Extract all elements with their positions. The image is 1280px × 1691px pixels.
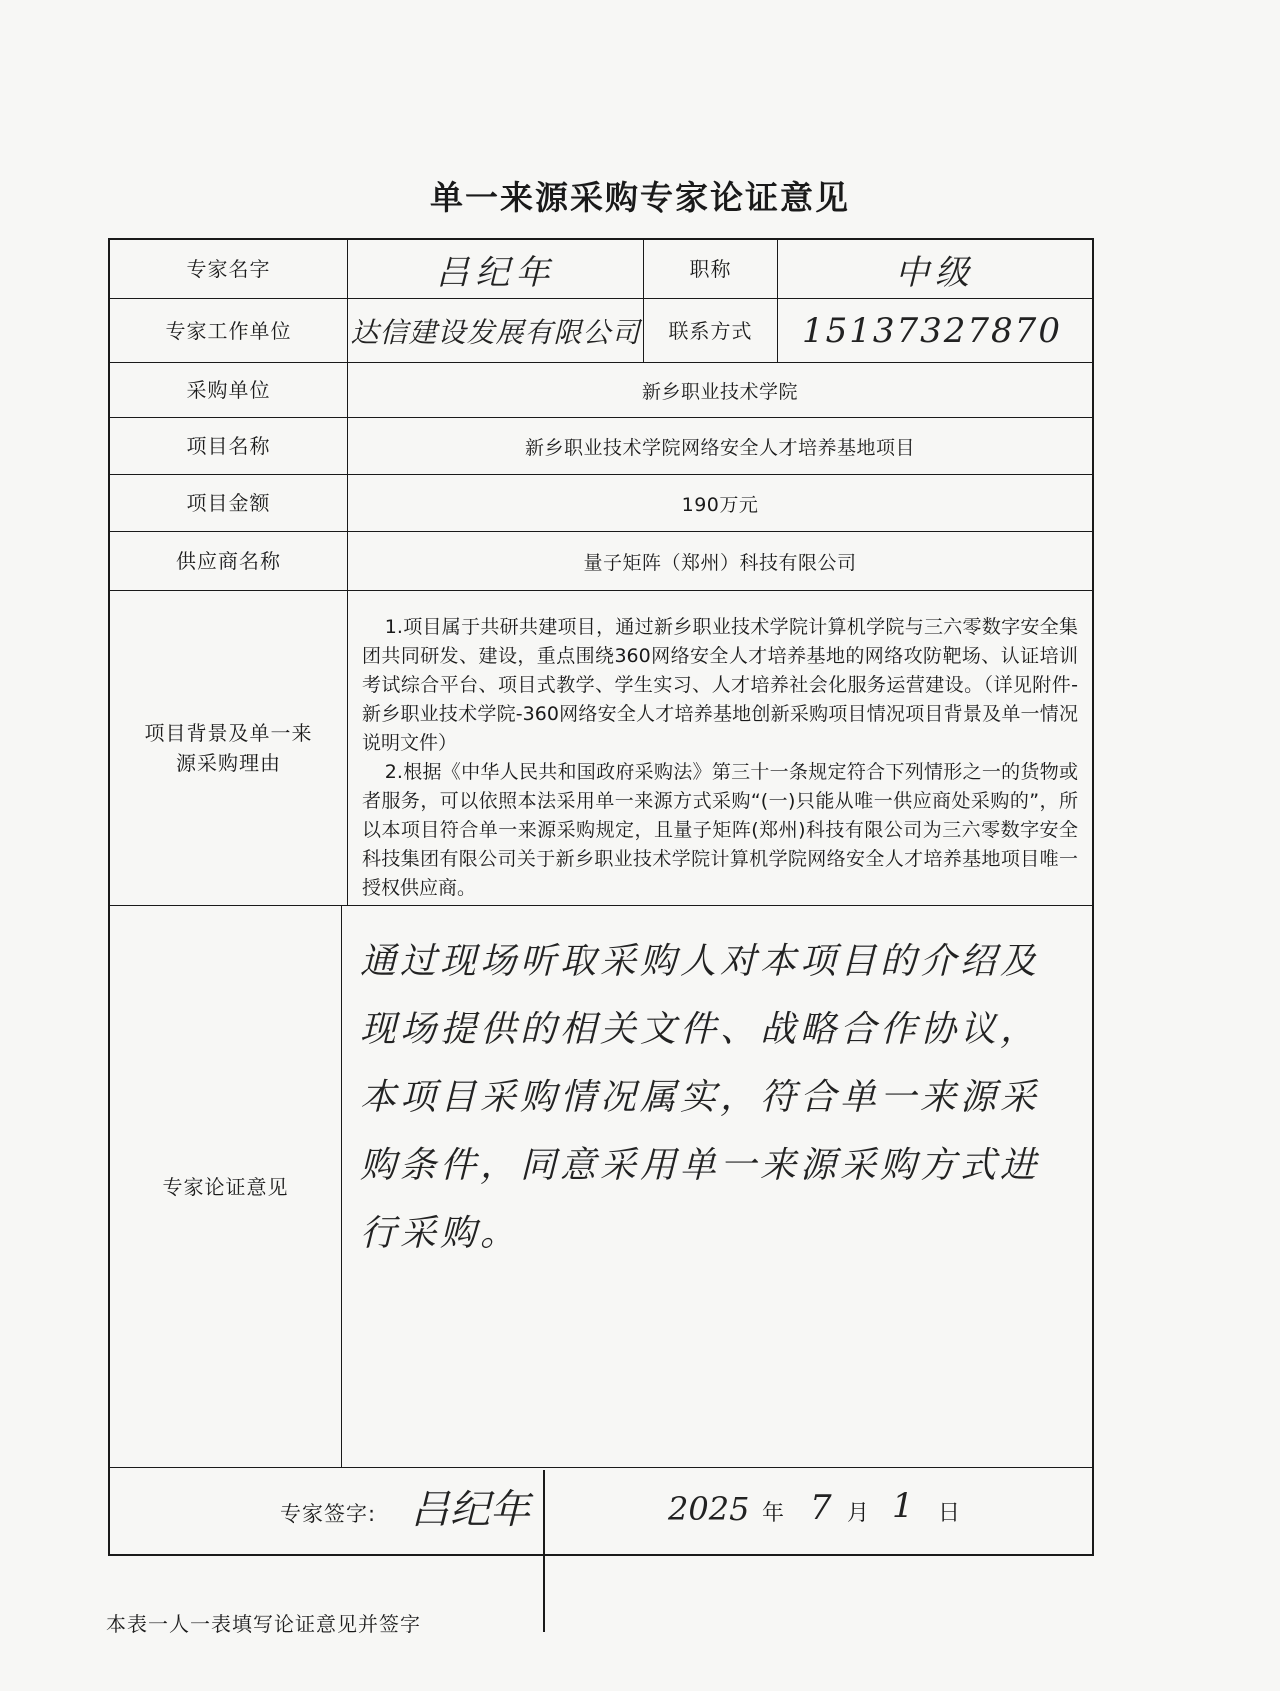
row-opinion [110,906,1092,1468]
signature-stroke-line [543,1470,545,1632]
row-reason [110,591,1092,906]
contact-label: 联系方式 [644,299,778,362]
expert-name-value: 吕纪年 [348,240,644,298]
project-amount-label: 项目金额 [110,475,348,531]
expert-name-label: 专家名字 [110,240,348,298]
signature-year: 2025 [668,1490,750,1528]
signature-year-unit: 年 [762,1501,785,1526]
row-expert-name [110,240,1092,299]
document-title: 单一来源采购专家论证意见 [430,178,850,217]
signature-month: 7 [810,1488,832,1528]
reason-label: 项目背景及单一来源采购理由 [110,591,348,905]
opinion-handwritten-text: 通过现场听取采购人对本项目的介绍及现场提供的相关文件、战略合作协议，本项目采购情况属实，符合单一来源采购条件，同意采用单一来源采购方式进行采购。 [360,941,1041,1254]
expert-opinion-form [108,238,1094,1556]
signature-day-unit: 日 [938,1501,961,1526]
row-supplier [110,532,1092,591]
work-unit-label: 专家工作单位 [110,299,348,362]
title-label: 职称 [644,240,778,298]
purchaser-value: 新乡职业技术学院 [641,380,798,403]
signature-day: 1 [892,1486,914,1526]
row-purchaser [110,363,1092,418]
footer-note: 本表一人一表填写论证意见并签字 [106,1612,421,1636]
signature-row [110,1468,1092,1556]
work-unit-value: 达信建设发展有限公司 [348,299,644,362]
signature-month-unit: 月 [847,1501,870,1526]
title-value: 中级 [895,252,975,293]
purchaser-label: 采购单位 [110,363,348,417]
row-project-name [110,418,1092,475]
opinion-label: 专家论证意见 [110,906,342,1467]
signature-label: 专家签字: [280,1502,377,1526]
supplier-label: 供应商名称 [110,532,348,590]
signature-name: 吕纪年 [410,1487,530,1533]
project-name-label: 项目名称 [110,418,348,474]
row-project-amount [110,475,1092,532]
project-name-value: 新乡职业技术学院网络安全人才培养基地项目 [524,436,915,459]
contact-value: 15137327870 [802,310,1062,351]
reason-paragraph-1: 1.项目属于共研共建项目，通过新乡职业技术学院计算机学院与三六零数字安全集团共同研发、建设，重点围绕360网络安全人才培养基地的网络攻防靶场、认证培训考试综合平台、项目式教学、学生实习、人才培养社会化服务运营建设。（详见附件-新乡职业技术学院-360网络安全人才培养基地创新采购项目情况项目背景及单一情况说明文件） [362,616,1078,754]
project-amount-value: 190万元 [681,493,759,516]
reason-text [348,591,1092,905]
row-work-unit [110,299,1092,363]
supplier-value: 量子矩阵（郑州）科技有限公司 [583,551,857,574]
reason-paragraph-2: 2.根据《中华人民共和国政府采购法》第三十一条规定符合下列情形之一的货物或者服务，可以依照本法采用单一来源方式采购“(一)只能从唯一供应商处采购的”，所以本项目符合单一来源采购规定，且量子矩阵(郑州)科技有限公司为三六零数字安全科技集团有限公司关于新乡职业技术学院计算机学院网络安全人才培养基地项目唯一授权供应商。 [362,761,1078,899]
